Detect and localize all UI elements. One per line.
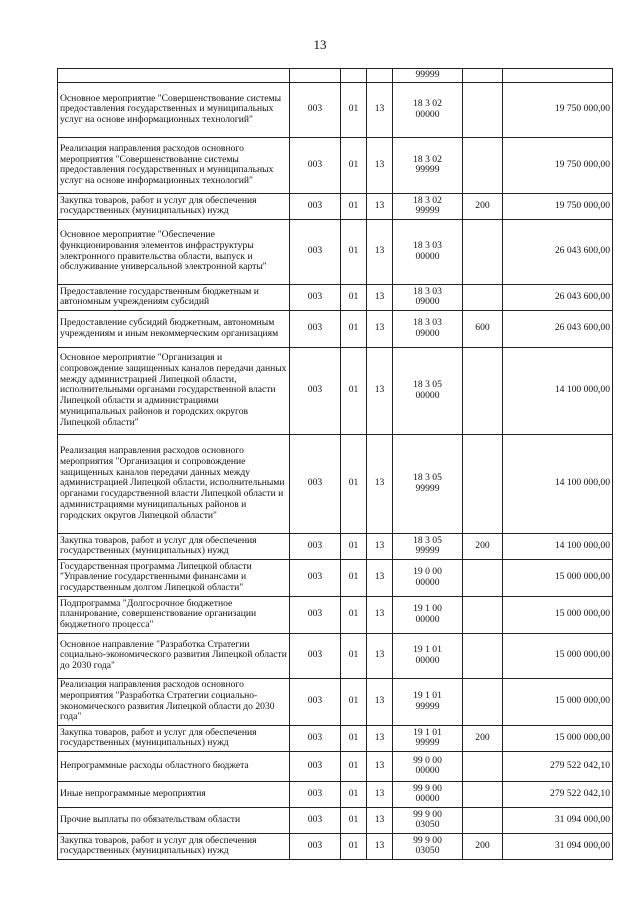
row-expense-type-cell — [463, 434, 503, 533]
row-code-cell: 003 — [290, 807, 341, 833]
article-code-line: 18 3 02 — [413, 194, 442, 206]
row-name-cell: Реализация направления расходов основного мероприятия "Разработка Стратегии социально-экономического развития Липецкой области до 2030 года" — [58, 678, 290, 725]
table-row — [58, 284, 613, 310]
article-code-line: 00000 — [415, 765, 440, 777]
table-row — [58, 807, 613, 833]
row-section-cell: 01 — [341, 559, 367, 596]
row-article-cell — [393, 725, 463, 751]
table-row — [58, 434, 613, 533]
row-code-cell: 003 — [290, 533, 341, 559]
row-subsection-cell: 13 — [367, 347, 393, 434]
table-row — [58, 82, 613, 137]
table-row — [58, 533, 613, 559]
row-name-cell: Закупка товаров, работ и услуг для обеспечения государственных (муниципальных) нужд — [58, 725, 290, 751]
row-code-cell: 003 — [290, 284, 341, 310]
article-code-line: 99999 — [415, 700, 440, 712]
row-code-cell: 003 — [290, 347, 341, 434]
row-section-cell: 01 — [341, 781, 367, 807]
row-sum-cell: 14 100 000,00 — [503, 434, 613, 533]
row-sum-cell: 19 750 000,00 — [503, 137, 613, 193]
row-article-cell — [393, 69, 463, 83]
row-expense-type-cell: 600 — [463, 310, 503, 347]
article-code-line: 03050 — [415, 845, 440, 857]
budget-table — [57, 68, 613, 860]
row-code-cell: 003 — [290, 633, 341, 678]
table-row — [58, 559, 613, 596]
row-expense-type-cell — [463, 137, 503, 193]
article-code-line: 19 1 01 — [413, 726, 442, 738]
row-section-cell: 01 — [341, 678, 367, 725]
article-code-line: 09000 — [415, 296, 440, 308]
row-article-cell — [393, 596, 463, 633]
article-code-line: 18 3 03 — [413, 240, 442, 251]
row-name-cell: Предоставление субсидий бюджетным, автономным учреждениям и иным некоммерческим организациям — [58, 310, 290, 347]
row-expense-type-cell — [463, 559, 503, 596]
article-code-line: 19 1 00 — [413, 603, 442, 614]
row-section-cell: 01 — [341, 751, 367, 781]
row-sum-cell: 15 000 000,00 — [503, 633, 613, 678]
row-subsection-cell: 13 — [367, 533, 393, 559]
table-row — [58, 781, 613, 807]
row-sum-cell: 279 522 042,10 — [503, 751, 613, 781]
article-code-line: 99 9 00 — [413, 834, 442, 846]
row-article-cell — [393, 434, 463, 533]
row-expense-type-cell: 200 — [463, 533, 503, 559]
budget-table-body — [58, 69, 613, 860]
row-code-cell: 003 — [290, 137, 341, 193]
row-expense-type-cell — [463, 751, 503, 781]
row-subsection-cell: 13 — [367, 633, 393, 678]
table-row — [58, 347, 613, 434]
row-article-cell — [393, 833, 463, 859]
row-section-cell: 01 — [341, 807, 367, 833]
row-subsection-cell: 13 — [367, 219, 393, 284]
row-article-cell — [393, 533, 463, 559]
row-name-cell: Прочие выплаты по обязательствам области — [58, 807, 290, 833]
table-row — [58, 596, 613, 633]
row-subsection-cell: 13 — [367, 137, 393, 193]
article-code-line: 00000 — [415, 654, 440, 666]
row-name-cell: Закупка товаров, работ и услуг для обеспечения государственных (муниципальных) нужд — [58, 193, 290, 219]
row-section-cell: 01 — [341, 833, 367, 859]
table-row — [58, 69, 613, 83]
row-article-cell — [393, 82, 463, 137]
row-sum-cell: 19 750 000,00 — [503, 193, 613, 219]
row-expense-type-cell — [463, 347, 503, 434]
row-sum-cell: 31 094 000,00 — [503, 807, 613, 833]
row-code-cell: 003 — [290, 725, 341, 751]
row-article-cell — [393, 781, 463, 807]
row-subsection-cell: 13 — [367, 310, 393, 347]
article-code-line: 99999 — [415, 737, 440, 749]
row-sum-cell: 31 094 000,00 — [503, 833, 613, 859]
row-section-cell: 01 — [341, 533, 367, 559]
row-article-cell — [393, 633, 463, 678]
row-name-cell: Основное направление "Разработка Стратегии социально-экономического развития Липецкой области до 2030 года" — [58, 633, 290, 678]
row-section-cell: 01 — [341, 219, 367, 284]
article-code-line: 18 3 03 — [413, 317, 442, 328]
article-code-line: 99999 — [415, 545, 440, 557]
article-code-line: 00000 — [415, 108, 440, 120]
row-subsection-cell: 13 — [367, 284, 393, 310]
article-code-line: 99999 — [415, 205, 440, 217]
table-row — [58, 219, 613, 284]
row-name-cell: Основное мероприятие "Организация и сопровождение защищенных каналов передачи данных между администрацией Липецкой области, исполнительными органами государственной власти Липецкой области и администрациями муниципальных районов и городских округов Липецкой области" — [58, 347, 290, 434]
article-code-line: 00000 — [415, 250, 440, 262]
row-article-cell — [393, 751, 463, 781]
row-section-cell — [341, 69, 367, 83]
article-code-line: 18 3 05 — [413, 379, 442, 390]
article-code-line: 99 9 00 — [413, 808, 442, 820]
table-row — [58, 725, 613, 751]
row-section-cell: 01 — [341, 434, 367, 533]
row-name-cell — [58, 69, 290, 83]
table-row — [58, 751, 613, 781]
row-sum-cell: 19 750 000,00 — [503, 82, 613, 137]
row-sum-cell: 14 100 000,00 — [503, 347, 613, 434]
row-article-cell — [393, 193, 463, 219]
row-name-cell: Государственная программа Липецкой области "Управление государственными финансами и государственным долгом Липецкой области" — [58, 559, 290, 596]
row-article-cell — [393, 347, 463, 434]
article-code-line: 99999 — [415, 164, 440, 176]
row-code-cell: 003 — [290, 596, 341, 633]
row-code-cell: 003 — [290, 219, 341, 284]
row-name-cell: Основное мероприятие "Обеспечение функционирования элементов инфраструктуры электронного правительства области, выпуск и обслуживание универсальной электронной карты" — [58, 219, 290, 284]
article-code-line: 09000 — [415, 327, 440, 339]
row-subsection-cell: 13 — [367, 781, 393, 807]
row-expense-type-cell — [463, 781, 503, 807]
article-code-line: 19 1 01 — [413, 690, 442, 701]
row-expense-type-cell — [463, 596, 503, 633]
table-row — [58, 633, 613, 678]
article-code-line: 18 3 03 — [413, 285, 442, 297]
row-name-cell: Предоставление государственным бюджетным и автономным учреждениям субсидий — [58, 284, 290, 310]
row-section-cell: 01 — [341, 347, 367, 434]
row-section-cell: 01 — [341, 725, 367, 751]
row-name-cell: Подпрограмма "Долгосрочное бюджетное планирование, совершенствование организации бюджетного процесса" — [58, 596, 290, 633]
row-article-cell — [393, 219, 463, 284]
row-name-cell: Непрограммные расходы областного бюджета — [58, 751, 290, 781]
row-subsection-cell: 13 — [367, 82, 393, 137]
row-expense-type-cell — [463, 219, 503, 284]
article-code-line: 19 0 00 — [413, 566, 442, 577]
row-section-cell: 01 — [341, 284, 367, 310]
article-code-line: 18 3 05 — [413, 534, 442, 546]
row-expense-type-cell: 200 — [463, 725, 503, 751]
row-section-cell: 01 — [341, 137, 367, 193]
article-code-line: 00000 — [415, 576, 440, 588]
row-article-cell — [393, 137, 463, 193]
row-sum-cell: 26 043 600,00 — [503, 310, 613, 347]
row-section-cell: 01 — [341, 310, 367, 347]
row-sum-cell — [503, 69, 613, 83]
row-expense-type-cell — [463, 807, 503, 833]
row-code-cell — [290, 69, 341, 83]
row-code-cell: 003 — [290, 751, 341, 781]
article-code-line: 99999 — [415, 69, 440, 80]
row-code-cell: 003 — [290, 559, 341, 596]
row-subsection-cell: 13 — [367, 807, 393, 833]
row-expense-type-cell — [463, 633, 503, 678]
table-row — [58, 678, 613, 725]
row-article-cell — [393, 807, 463, 833]
row-sum-cell: 15 000 000,00 — [503, 559, 613, 596]
row-code-cell: 003 — [290, 310, 341, 347]
row-expense-type-cell: 200 — [463, 833, 503, 859]
row-article-cell — [393, 559, 463, 596]
article-code-line: 00000 — [415, 389, 440, 401]
table-row — [58, 833, 613, 859]
row-subsection-cell — [367, 69, 393, 83]
row-sum-cell: 15 000 000,00 — [503, 596, 613, 633]
row-code-cell: 003 — [290, 82, 341, 137]
row-name-cell: Закупка товаров, работ и услуг для обеспечения государственных (муниципальных) нужд — [58, 833, 290, 859]
table-row — [58, 193, 613, 219]
article-code-line: 18 3 05 — [413, 472, 442, 483]
row-expense-type-cell — [463, 678, 503, 725]
row-subsection-cell: 13 — [367, 434, 393, 533]
row-section-cell: 01 — [341, 193, 367, 219]
row-section-cell: 01 — [341, 596, 367, 633]
article-code-line: 99 9 00 — [413, 782, 442, 794]
row-expense-type-cell — [463, 284, 503, 310]
row-code-cell: 003 — [290, 678, 341, 725]
article-code-line: 99999 — [415, 482, 440, 494]
row-subsection-cell: 13 — [367, 596, 393, 633]
row-subsection-cell: 13 — [367, 678, 393, 725]
row-section-cell: 01 — [341, 633, 367, 678]
row-name-cell: Иные непрограммные мероприятия — [58, 781, 290, 807]
row-subsection-cell: 13 — [367, 833, 393, 859]
row-code-cell: 003 — [290, 833, 341, 859]
row-article-cell — [393, 678, 463, 725]
row-article-cell — [393, 310, 463, 347]
table-row — [58, 137, 613, 193]
row-sum-cell: 26 043 600,00 — [503, 284, 613, 310]
row-expense-type-cell: 200 — [463, 193, 503, 219]
row-code-cell: 003 — [290, 193, 341, 219]
row-code-cell: 003 — [290, 781, 341, 807]
row-name-cell: Реализация направления расходов основного мероприятия "Совершенствование системы предоставления государственных и муниципальных услуг на основе информационных технологий" — [58, 137, 290, 193]
article-code-line: 18 3 02 — [413, 153, 442, 165]
article-code-line: 99 0 00 — [413, 754, 442, 766]
page-number: 13 — [313, 37, 327, 52]
row-subsection-cell: 13 — [367, 751, 393, 781]
article-code-line: 19 1 01 — [413, 644, 442, 655]
row-subsection-cell: 13 — [367, 725, 393, 751]
row-section-cell: 01 — [341, 82, 367, 137]
article-code-line: 18 3 02 — [413, 98, 442, 109]
row-sum-cell: 15 000 000,00 — [503, 725, 613, 751]
row-name-cell: Основное мероприятие "Совершенствование системы предоставления государственных и муниципальных услуг на основе информационных технологий" — [58, 82, 290, 137]
table-row — [58, 310, 613, 347]
article-code-line: 00000 — [415, 613, 440, 625]
row-sum-cell: 279 522 042,10 — [503, 781, 613, 807]
article-code-line: 00000 — [415, 793, 440, 805]
row-name-cell: Реализация направления расходов основного мероприятия "Организация и сопровождение защищенных каналов передачи данных между администрацией Липецкой области, исполнительными органами государственной власти Липецкой области и администрациями муниципальных районов и городских округов Липецкой области" — [58, 434, 290, 533]
row-expense-type-cell — [463, 69, 503, 83]
row-article-cell — [393, 284, 463, 310]
row-sum-cell: 15 000 000,00 — [503, 678, 613, 725]
row-expense-type-cell — [463, 82, 503, 137]
row-sum-cell: 26 043 600,00 — [503, 219, 613, 284]
row-subsection-cell: 13 — [367, 193, 393, 219]
row-code-cell: 003 — [290, 434, 341, 533]
row-name-cell: Закупка товаров, работ и услуг для обеспечения государственных (муниципальных) нужд — [58, 533, 290, 559]
row-sum-cell: 14 100 000,00 — [503, 533, 613, 559]
article-code-line: 03050 — [415, 819, 440, 831]
row-subsection-cell: 13 — [367, 559, 393, 596]
